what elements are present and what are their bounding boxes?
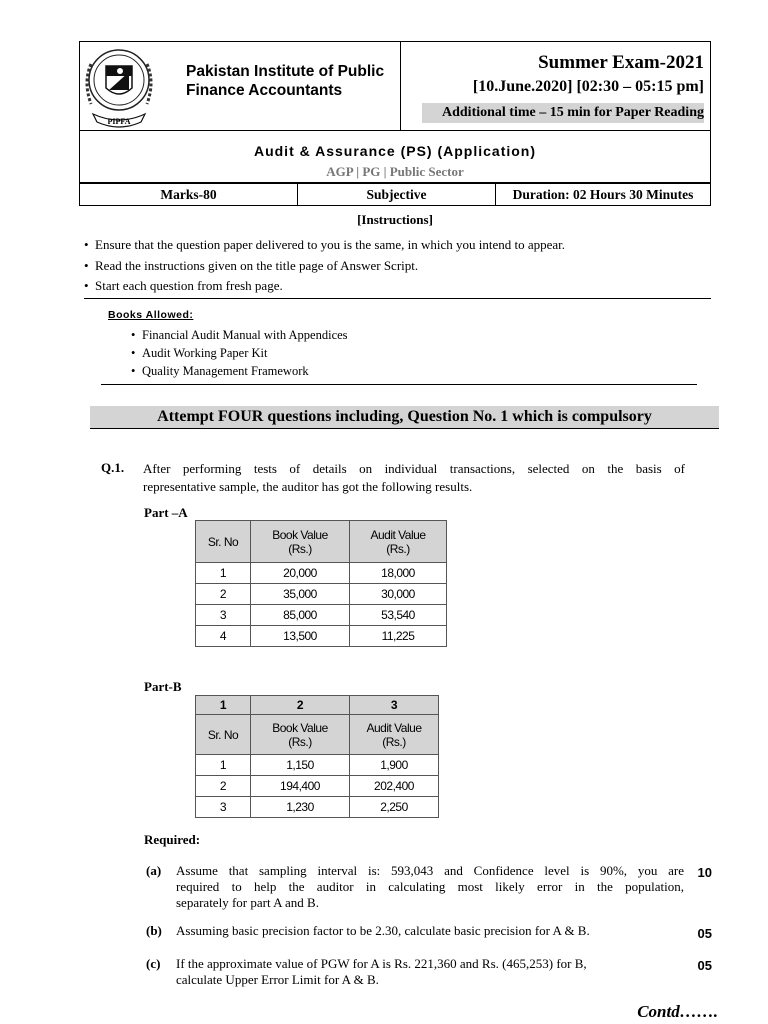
required-label: Required: [144, 832, 201, 847]
question-text: After performing tests of details on individual transactions, selected on the basis of representative sample, the auditor has got the following results. [143, 461, 685, 494]
item-text: Assume that sampling interval is: 593,043 and Confidence level is 90%, you are required to help the auditor in calculating most likely error in the population, separately for part A and B. [176, 863, 684, 910]
table-row: 1 20,000 18,000 [196, 563, 447, 584]
book-item: • Quality Management Framework [131, 364, 309, 378]
item-label: (c) [146, 956, 161, 971]
book-item: • Audit Working Paper Kit [131, 346, 268, 360]
continued-note: Contd……. [637, 1002, 718, 1021]
table-row: 3 85,000 53,540 [196, 605, 447, 626]
book-item: • Financial Audit Manual with Appendices [131, 328, 348, 342]
exam-date: [10.June.2020] [02:30 – 05:15 pm] [472, 78, 704, 95]
part-a-label: Part –A [144, 505, 188, 520]
header-cell: Book Value (Rs.) [251, 715, 350, 755]
org-line-1: Pakistan Institute of Public [186, 63, 385, 80]
item-label: (a) [146, 863, 162, 878]
part-a-table [195, 520, 447, 647]
paper-title: Audit & Assurance (PS) (Application) [253, 143, 537, 159]
paper-subtitle: AGP | PG | Public Sector [326, 164, 464, 179]
header-cell: Book Value (Rs.) [251, 521, 350, 563]
table-row: 1 1,150 1,900 [196, 755, 439, 776]
divider [84, 298, 711, 299]
marks-cell: Marks-80 [80, 184, 298, 205]
header-cell: Sr. No [196, 715, 251, 755]
question-number: Q.1. [101, 460, 125, 475]
item-marks: 05 [697, 926, 712, 941]
instruction-item: • Ensure that the question paper delivered to you is the same, in which you intend to appear. [84, 237, 566, 252]
column-number-cell: 2 [251, 696, 350, 715]
attempt-banner: Attempt FOUR questions including, Question No. 1 which is compulsory [90, 406, 719, 429]
table-row: 2 35,000 30,000 [196, 584, 447, 605]
column-number-cell: 1 [196, 696, 251, 715]
part-b-table [195, 695, 439, 818]
additional-time-note: Additional time – 15 min for Paper Reading [422, 103, 704, 123]
part-b-label: Part-B [144, 679, 182, 694]
item-marks: 10 [697, 865, 712, 880]
instruction-item: • Start each question from fresh page. [84, 278, 283, 293]
organization-name [186, 62, 401, 100]
item-marks: 05 [697, 958, 712, 973]
divider [101, 384, 697, 385]
type-cell: Subjective [298, 184, 496, 205]
instruction-item: • Read the instructions given on the title page of Answer Script. [84, 258, 419, 273]
duration-cell: Duration: 02 Hours 30 Minutes [512, 186, 694, 202]
books-heading: Books Allowed: [108, 309, 194, 321]
item-label: (b) [146, 923, 162, 938]
table-row: 4 13,500 11,225 [196, 626, 447, 647]
item-text: If the approximate value of PGW for A is Rs. 221,360 and Rs. (465,253) for B, calculate Upper Error Limit for A & B. [176, 956, 587, 987]
paper-meta-row [79, 183, 711, 206]
table-row: 3 1,230 2,250 [196, 797, 439, 818]
table-row: 2 194,400 202,400 [196, 776, 439, 797]
org-line-2: Finance Accountants [186, 82, 343, 99]
column-number-cell: 3 [350, 696, 439, 715]
header-cell: Sr. No [196, 521, 251, 563]
exam-title: Summer Exam-2021 [538, 52, 704, 73]
header-cell: Audit Value (Rs.) [350, 521, 447, 563]
instructions-heading: [Instructions] [357, 212, 433, 227]
item-text: Assuming basic precision factor to be 2.30, calculate basic precision for A & B. [176, 923, 590, 938]
header-cell: Audit Value (Rs.) [350, 715, 439, 755]
pipfa-logo [81, 42, 157, 130]
logo-text: PIPFA [107, 117, 131, 126]
